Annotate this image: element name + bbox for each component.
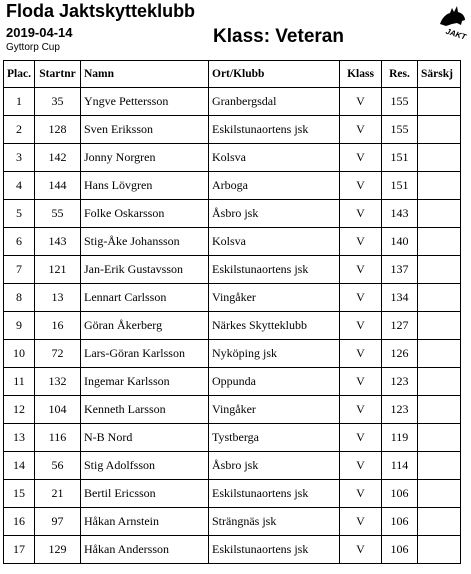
table-row [4,200,461,228]
cell-class: V [340,284,382,312]
cell-tiebreak [418,228,461,256]
table-header-row [4,61,461,88]
cell-name: Göran Åkerberg [81,312,209,340]
cell-result: 114 [382,452,418,480]
cell-placing: 13 [4,424,35,452]
table-row [4,452,461,480]
cell-name: Håkan Andersson [81,536,209,564]
cell-class: V [340,200,382,228]
table-row [4,116,461,144]
class-title: Klass: Veteran [213,26,344,47]
cell-club: Vingåker [209,284,340,312]
cell-start-number: 35 [35,88,81,116]
logo-animal-shape [440,6,465,26]
cell-club: Eskilstunaortens jsk [209,536,340,564]
cell-name: Jan-Erik Gustavsson [81,256,209,284]
cell-tiebreak [418,508,461,536]
cell-result: 106 [382,480,418,508]
cell-club: Åsbro jsk [209,452,340,480]
cell-start-number: 104 [35,396,81,424]
cell-class: V [340,144,382,172]
col-header-res: Res. [382,61,418,88]
cell-placing: 6 [4,228,35,256]
cell-club: Tystberga [209,424,340,452]
cell-placing: 2 [4,116,35,144]
cell-result: 151 [382,144,418,172]
cell-result: 155 [382,88,418,116]
club-name: Floda Jaktskytteklubb [6,1,196,21]
cell-name: Lars-Göran Karlsson [81,340,209,368]
cell-start-number: 129 [35,536,81,564]
table-row [4,508,461,536]
cell-start-number: 132 [35,368,81,396]
cell-start-number: 72 [35,340,81,368]
cell-result: 155 [382,116,418,144]
cell-tiebreak [418,480,461,508]
cell-class: V [340,480,382,508]
cell-name: Ingemar Karlsson [81,368,209,396]
cell-tiebreak [418,172,461,200]
cell-club: Eskilstunaortens jsk [209,116,340,144]
cell-placing: 8 [4,284,35,312]
cell-tiebreak [418,284,461,312]
col-header-startnr: Startnr [35,61,81,88]
cell-class: V [340,256,382,284]
cell-name: Lennart Carlsson [81,284,209,312]
cell-class: V [340,536,382,564]
cell-tiebreak [418,340,461,368]
cell-result: 151 [382,172,418,200]
cell-class: V [340,368,382,396]
cell-placing: 12 [4,396,35,424]
cell-name: Stig Adolfsson [81,452,209,480]
table-row [4,284,461,312]
table-row [4,144,461,172]
cell-name: N-B Nord [81,424,209,452]
cell-result: 119 [382,424,418,452]
cell-start-number: 121 [35,256,81,284]
cell-name: Folke Oskarsson [81,200,209,228]
cell-tiebreak [418,452,461,480]
cell-tiebreak [418,256,461,284]
cell-result: 143 [382,200,418,228]
cell-class: V [340,424,382,452]
col-header-namn: Namn [81,61,209,88]
cell-start-number: 13 [35,284,81,312]
cell-result: 106 [382,508,418,536]
cell-name: Hans Lövgren [81,172,209,200]
cell-club: Eskilstunaortens jsk [209,480,340,508]
cell-club: Eskilstunaortens jsk [209,256,340,284]
cell-placing: 16 [4,508,35,536]
logo-text: JAKT [444,26,468,42]
cell-placing: 17 [4,536,35,564]
cell-start-number: 16 [35,312,81,340]
cell-result: 106 [382,536,418,564]
cell-name: Kenneth Larsson [81,396,209,424]
cell-class: V [340,508,382,536]
table-row [4,480,461,508]
cell-class: V [340,88,382,116]
cell-name: Yngve Pettersson [81,88,209,116]
cell-name: Jonny Norgren [81,144,209,172]
cell-tiebreak [418,116,461,144]
cell-placing: 10 [4,340,35,368]
cell-placing: 3 [4,144,35,172]
cell-class: V [340,452,382,480]
cell-placing: 9 [4,312,35,340]
cell-tiebreak [418,536,461,564]
cell-class: V [340,172,382,200]
club-logo [432,2,470,42]
cell-result: 123 [382,368,418,396]
cell-placing: 15 [4,480,35,508]
cell-tiebreak [418,424,461,452]
cell-start-number: 55 [35,200,81,228]
cell-name: Stig-Åke Johansson [81,228,209,256]
cell-club: Arboga [209,172,340,200]
cell-start-number: 97 [35,508,81,536]
results-body [4,88,461,564]
cell-result: 140 [382,228,418,256]
cell-class: V [340,116,382,144]
cell-placing: 7 [4,256,35,284]
col-header-sarskj: Särskj [418,61,461,88]
table-row [4,368,461,396]
cell-tiebreak [418,396,461,424]
event-date: 2019-04-14 [6,25,73,40]
cell-start-number: 142 [35,144,81,172]
cell-tiebreak [418,144,461,172]
cell-name: Sven Eriksson [81,116,209,144]
cell-start-number: 143 [35,228,81,256]
cell-placing: 1 [4,88,35,116]
cell-club: Kolsva [209,144,340,172]
cell-tiebreak [418,368,461,396]
col-header-plac: Plac. [4,61,35,88]
cell-club: Åsbro jsk [209,200,340,228]
table-row [4,88,461,116]
cell-club: Strängnäs jsk [209,508,340,536]
cell-class: V [340,312,382,340]
cell-class: V [340,340,382,368]
cell-result: 127 [382,312,418,340]
cell-club: Närkes Skytteklubb [209,312,340,340]
cell-result: 134 [382,284,418,312]
table-row [4,536,461,564]
cell-tiebreak [418,88,461,116]
cell-result: 126 [382,340,418,368]
cell-tiebreak [418,312,461,340]
cell-club: Kolsva [209,228,340,256]
cell-club: Vingåker [209,396,340,424]
table-row [4,256,461,284]
cell-placing: 4 [4,172,35,200]
cell-class: V [340,396,382,424]
cell-placing: 11 [4,368,35,396]
cell-name: Håkan Arnstein [81,508,209,536]
cup-name: Gyttorp Cup [6,42,60,53]
cell-start-number: 116 [35,424,81,452]
cell-tiebreak [418,200,461,228]
cell-name: Bertil Ericsson [81,480,209,508]
table-row [4,424,461,452]
cell-class: V [340,228,382,256]
cell-start-number: 144 [35,172,81,200]
cell-start-number: 128 [35,116,81,144]
table-row [4,228,461,256]
cell-result: 137 [382,256,418,284]
table-row [4,312,461,340]
table-row [4,340,461,368]
cell-start-number: 56 [35,452,81,480]
table-row [4,172,461,200]
cell-club: Oppunda [209,368,340,396]
cell-start-number: 21 [35,480,81,508]
col-header-klass: Klass [340,61,382,88]
results-table [3,60,461,564]
cell-club: Granbergsdal [209,88,340,116]
table-row [4,396,461,424]
cell-result: 123 [382,396,418,424]
cell-placing: 5 [4,200,35,228]
cell-placing: 14 [4,452,35,480]
cell-club: Nyköping jsk [209,340,340,368]
col-header-ort-klubb: Ort/Klubb [209,61,340,88]
